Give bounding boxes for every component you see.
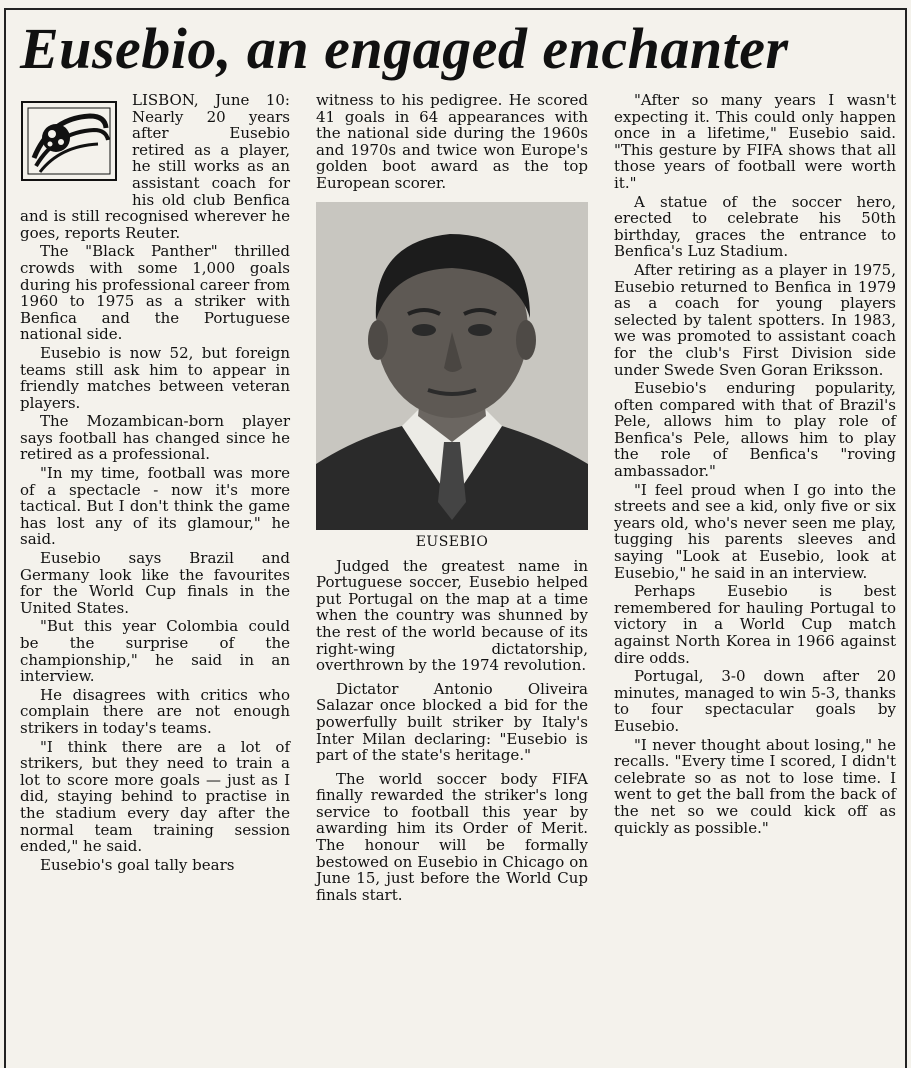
paragraph: Eusebio's enduring popularity, often compared with that of Brazil's Pele, allows him to play role of Benfica's Pele, allows him to play the role of Benfica's "roving ambassador." bbox=[614, 379, 896, 481]
paragraph: "But this year Colombia could be the surprise of the championship," he said in an interview. bbox=[20, 617, 290, 686]
paragraph: He disagrees with critics who complain there are not enough strikers in today's teams. bbox=[20, 685, 290, 737]
paragraph: Dictator Antonio Oliveira Salazar once blocked a bid for the powerfully built striker by Italy's Inter Milan declaring: "Eusebio is part of the state's heritage." bbox=[316, 679, 588, 765]
paragraph: witness to his pedigree. He scored 41 goals in 64 appearances with the national side during the 1960s and 1970s and twice won Europe's golden boot award as the top European scorer. bbox=[316, 91, 588, 192]
article-column-1 bbox=[20, 92, 290, 875]
paragraph: Eusebio says Brazil and Germany look like the favourites for the World Cup finals in the United States. bbox=[20, 549, 290, 617]
paragraph: Eusebio's goal tally bears bbox=[40, 855, 235, 874]
paragraph: "I feel proud when I go into the streets and see a kid, only five or six years old, who's never seen me play, tugging his parents sleeves and saying "Look at Eusebio, look at Eusebio," he said in an interview. bbox=[614, 480, 896, 582]
paragraph: A statue of the soccer hero, erected to celebrate his 50th birthday, graces the entrance to Benfica's Luz Stadium. bbox=[614, 192, 896, 261]
article-column-3 bbox=[614, 92, 896, 838]
photo-caption: EUSEBIO bbox=[415, 533, 489, 550]
paragraph: "After so many years I wasn't expecting it. This could only happen once in a lifetime," Eusebio said. "This gesture by FIFA shows that all those years of football were worth it." bbox=[614, 91, 896, 192]
paragraph: "I think there are a lot of strikers, but they need to train a lot to score more goals — just as I did, staying behind to practise in the stadium every day after the normal team training session ended," he said. bbox=[20, 737, 290, 856]
paragraph: The Mozambican-born player says football has changed since he retired as a professional. bbox=[20, 412, 290, 464]
article-column-2 bbox=[316, 92, 588, 910]
paragraph: LISBON, June 10: Nearly 20 years after Eusebio retired as a player, he still works as an assistant coach for his old club Benfica and is still recognised wherever he goes, reports Reuter. bbox=[20, 91, 290, 242]
paragraph: Eusebio is now 52, but foreign teams still ask him to appear in friendly matches between veteran players. bbox=[20, 343, 290, 412]
paragraph: After retiring as a player in 1975, Eusebio returned to Benfica in 1979 as a coach for young players selected by talent spotters. In 1983, we was promoted to assistant coach for the club's First Division side under Swede Sven Goran Eriksson. bbox=[614, 260, 896, 379]
paragraph: Judged the greatest name in Portuguese soccer, Eusebio helped put Portugal on the map at a time when the country was shunned by the rest of the world because of its right-wing dictatorship, overthrown by the 1974 revolution. bbox=[316, 556, 588, 675]
world-cup-logo bbox=[20, 98, 120, 190]
paragraph: Perhaps Eusebio is best remembered for hauling Portugal to victory in a World Cup match against North Korea in 1966 against dire odds. bbox=[614, 582, 896, 667]
headline: Eusebio, an engaged enchanter bbox=[20, 16, 789, 81]
paragraph: The world soccer body FIFA finally rewarded the striker's long service to football this year by awarding him its Order of Merit. The honour will be formally bestowed on Eusebio in Chicago on June 15, just before the World Cup finals start. bbox=[316, 769, 588, 904]
paragraph: "I never thought about losing," he recalls. "Every time I scored, I didn't celebrate so as not to lose time. I went to get the ball from the back of the net so we could kick off as quickly as possible." bbox=[614, 735, 896, 837]
paragraph: "In my time, football was more of a spectacle - now it's more tactical. But I don't think the game has lost any of its glamour," he said. bbox=[20, 464, 290, 549]
paragraph: The "Black Panther" thrilled crowds with some 1,000 goals during his professional career from 1960 to 1975 as a striker with Benfica and the Portuguese national side. bbox=[20, 242, 290, 344]
paragraph: Portugal, 3-0 down after 20 minutes, managed to win 5-3, thanks to four spectacular goals by Eusebio. bbox=[614, 667, 896, 735]
eusebio-photo bbox=[316, 202, 588, 530]
